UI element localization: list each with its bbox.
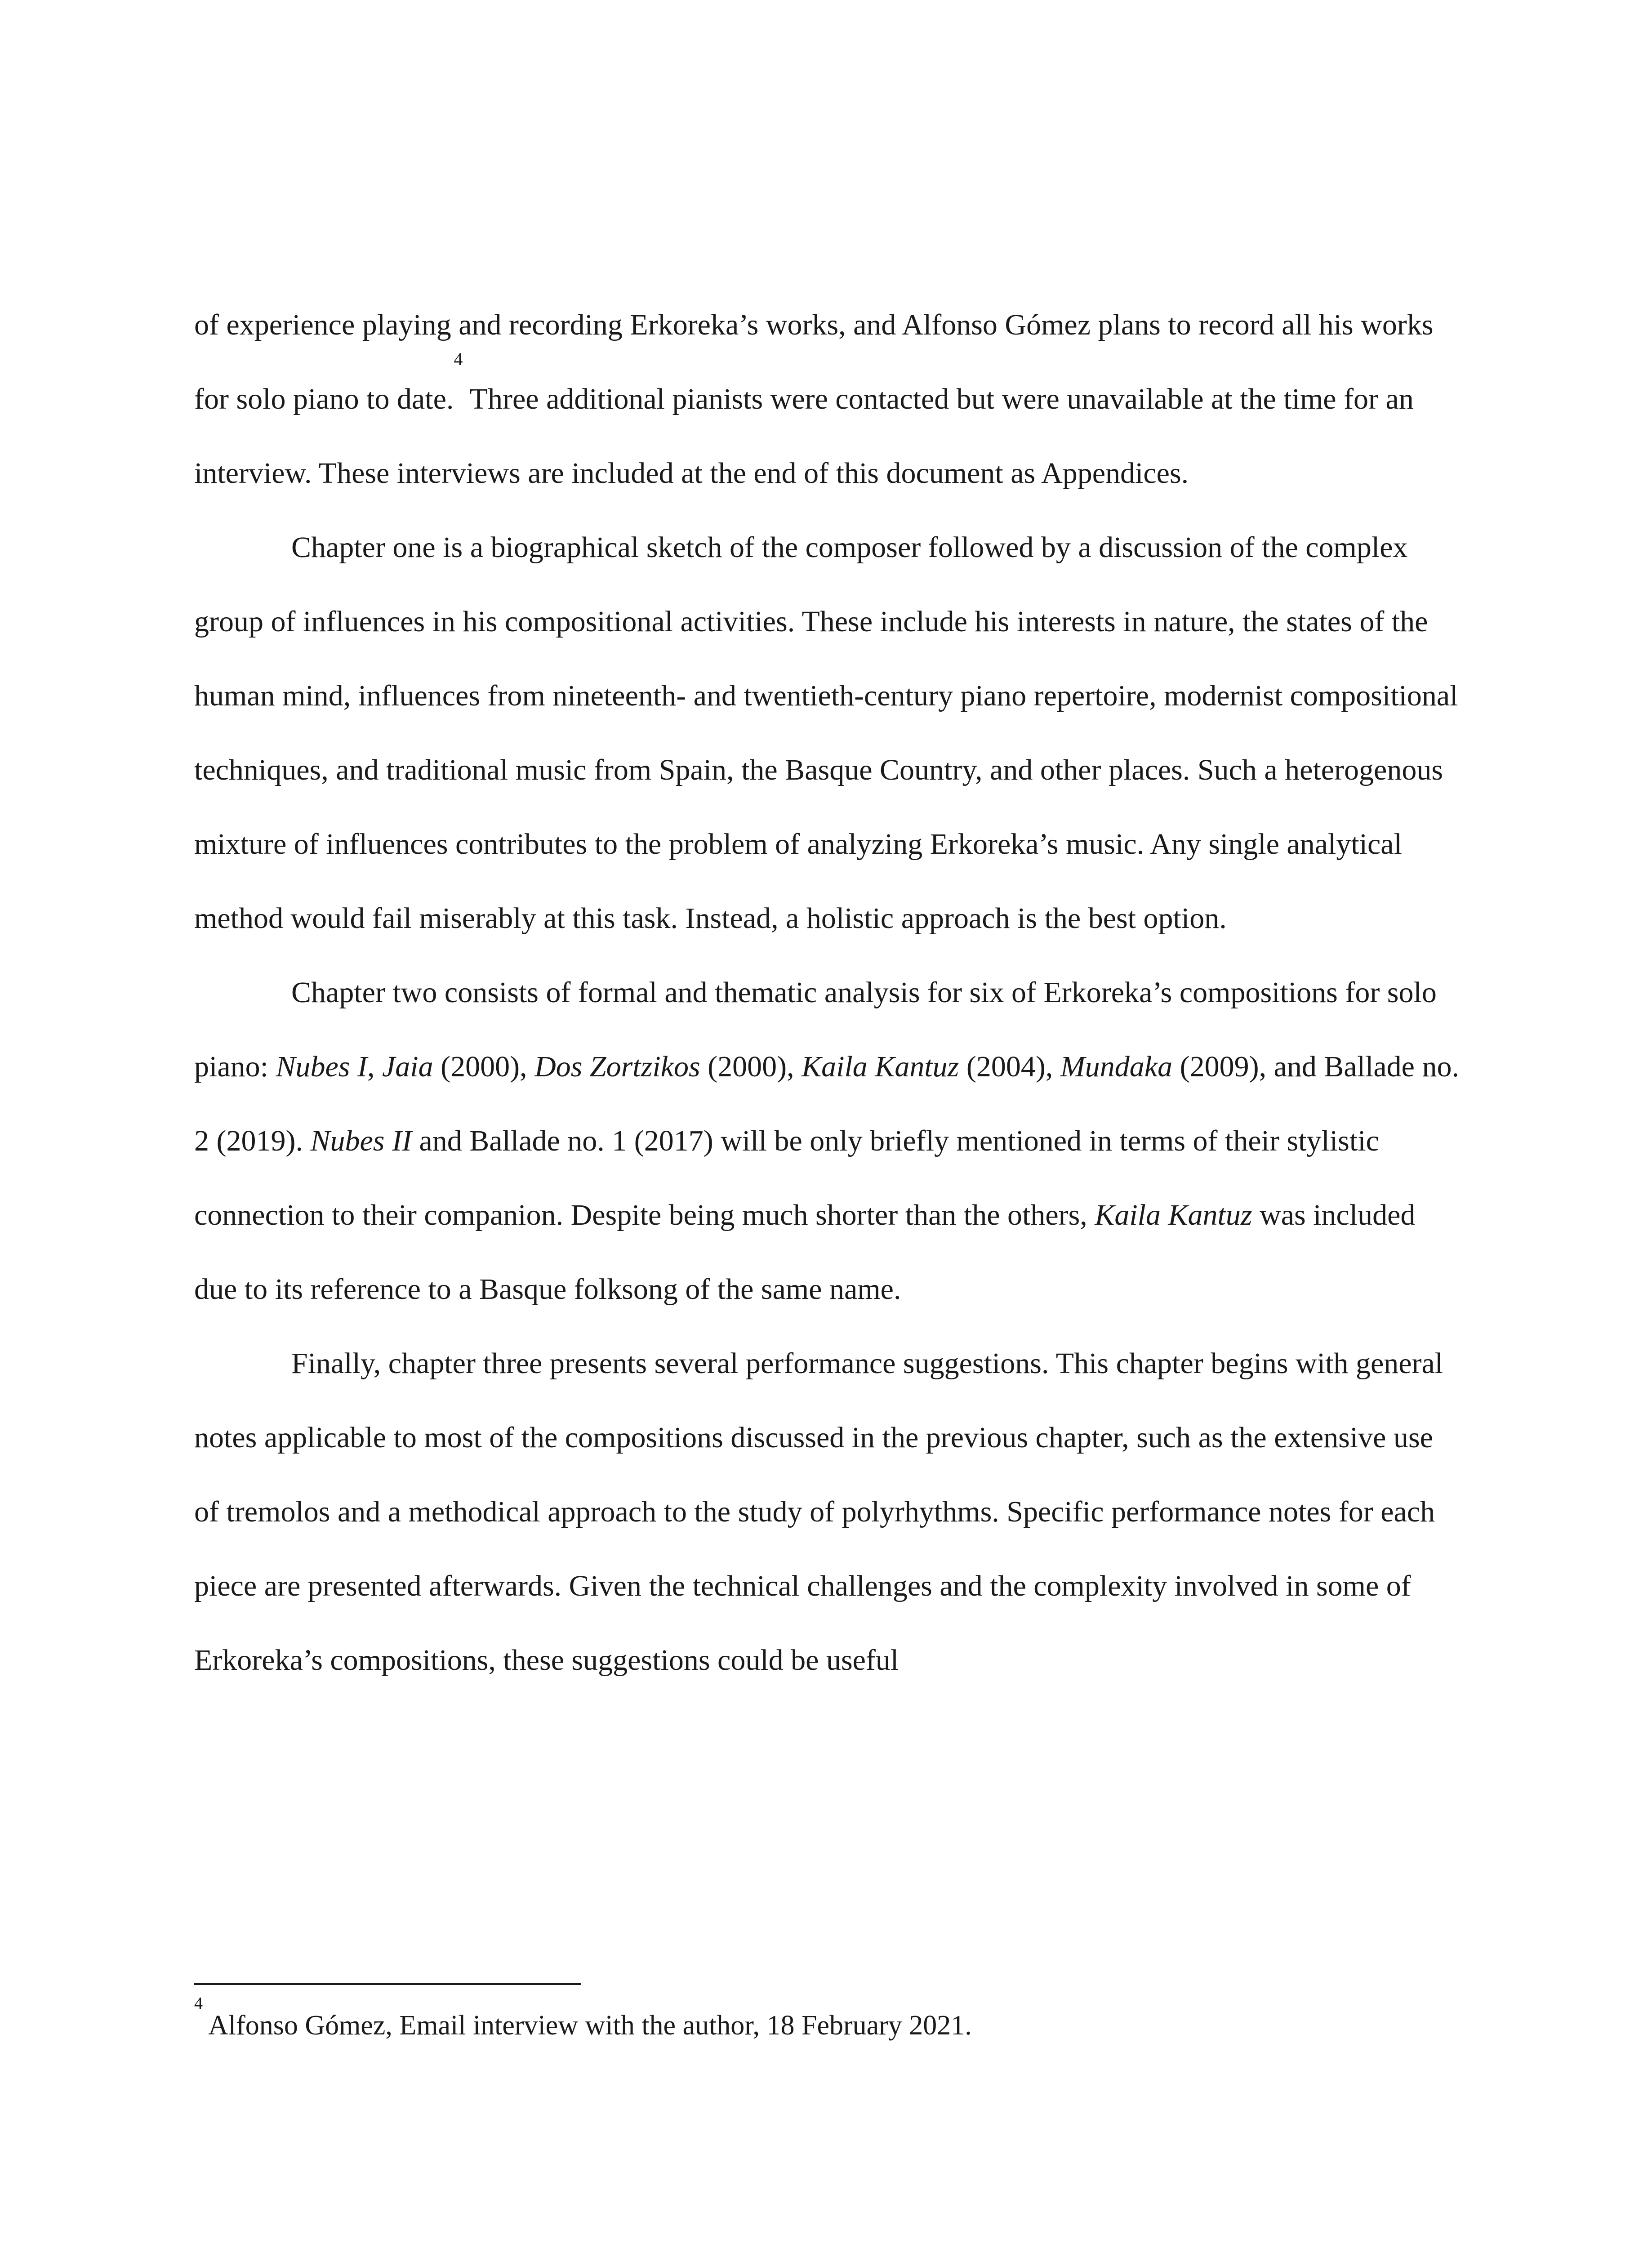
work-title: Jaia <box>382 1050 433 1083</box>
paragraph-3-text: , <box>367 1050 382 1083</box>
paragraph-1-text-a: of experience playing and recording Erkoreka’s works, and Alfonso Gómez plans to record all his works for solo piano to date. <box>194 308 1434 415</box>
paragraph-2: Chapter one is a biographical sketch of the composer followed by a discussion of the complex group of influences in his compositional activities. These include his interests in nature, the states of the human mind, influences from nineteenth- and twentieth-century piano repertoire, modernist compositional techniques, and traditional music from Spain, the Basque Country, and other places. Such a heterogenous mixture of influences contributes to the problem of analyzing Erkoreka’s music. Any single analytical method would fail miserably at this task. Instead, a holistic approach is the best option. <box>194 531 1458 935</box>
body-text <box>194 288 1462 1697</box>
paragraph-3-text: Chapter two consists of formal and thematic analysis for six of Erkoreka’s compositions for solo piano: <box>194 976 1437 1083</box>
work-title: Dos Zortzikos <box>534 1050 700 1083</box>
footnote-text: Alfonso Gómez, Email interview with the author, 18 February 2021. <box>203 2010 972 2041</box>
work-title: Nubes I <box>276 1050 367 1083</box>
footnote <box>194 1994 1462 2046</box>
paragraph-4: Finally, chapter three presents several performance suggestions. This chapter begins with general notes applicable to most of the compositions discussed in the previous chapter, such as the extensive use of tremolos and a methodical approach to the study of polyrhythms. Specific performance notes for each piece are presented afterwards. Given the technical challenges and the complexity involved in some of Erkoreka’s compositions, these suggestions could be useful <box>194 1347 1443 1677</box>
paragraph-3 <box>194 955 1462 1326</box>
paragraph-1-text-b: Three additional pianists were contacted but were unavailable at the time for an interview. These interviews are included at the end of this document as Appendices. <box>194 383 1414 490</box>
footnote-divider <box>194 1983 581 1985</box>
paragraph-3-text: (2000), <box>433 1050 535 1083</box>
work-title: Nubes II <box>310 1124 412 1157</box>
paragraph-3-text: and Ballade no. 1 (2017) will be only briefly mentioned in terms of their stylistic connection to their companion. Despite being much shorter than the others, <box>194 1124 1379 1231</box>
paragraph-3-text: (2000), <box>700 1050 802 1083</box>
paragraph-3-text: was included due to its reference to a Basque folksong of the same name. <box>194 1199 1416 1306</box>
paragraph-1 <box>194 288 1462 510</box>
footnote-number: 4 <box>194 1994 203 2013</box>
work-title: Kaila Kantuz <box>802 1050 959 1083</box>
work-title: Kaila Kantuz <box>1095 1199 1252 1231</box>
paragraph-3-text: (2009), and Ballade no. 2 (2019). <box>194 1050 1459 1157</box>
footnote-reference: 4 <box>454 349 463 369</box>
paragraph-3-text: (2004), <box>959 1050 1060 1083</box>
work-title: Mundaka <box>1060 1050 1173 1083</box>
